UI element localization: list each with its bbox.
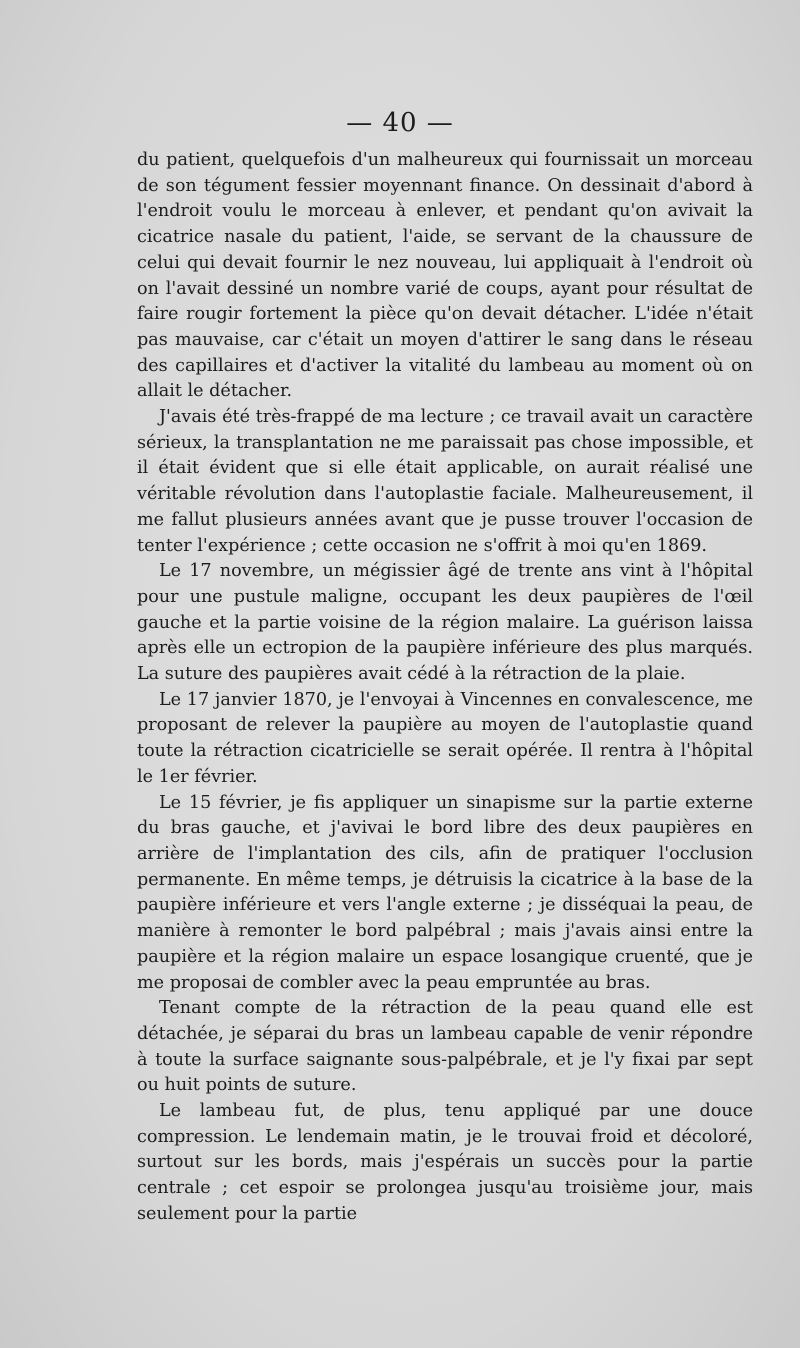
paragraph: Le 17 novembre, un mégissier âgé de trente ans vint à l'hôpital pour une pustule maligne, occupant les deux paupières de l'œil gauche et la partie voisine de la région malaire. La guérison laissa après elle un ectropion de la paupière inférieure des plus marqués. La suture des paupières avait cédé à la rétraction de la plaie. xyxy=(137,561,753,685)
paragraph: Le lambeau fut, de plus, tenu appliqué par une douce compression. Le lendemain matin, je le trouvai froid et décoloré, surtout sur les bords, mais j'espérais un succès pour la partie centrale ; cet espoir se prolongea jusqu'au troisième jour, mais seulement pour la partie xyxy=(137,1101,753,1224)
paragraph: du patient, quelquefois d'un malheureux qui fournissait un morceau de son tégument fessier moyennant finance. On dessinait d'abord à l'endroit voulu le morceau à enlever, et pendant qu'on avivait la cicatrice nasale du patient, l'aide, se servant de la chaussure de celui qui devait fournir le nez nouveau, lui appliquait à l'endroit où on l'avait dessiné un nombre varié de coups, ayant pour résultat de faire rougir fortement la pièce qu'on devait détacher. L'idée n'était pas mauvaise, car c'était un moyen d'attirer le sang dans le réseau des capillaires et d'activer la vitalité du lambeau au moment où on allait le détacher. xyxy=(137,150,753,402)
paragraph: J'avais été très-frappé de ma lecture ; ce travail avait un caractère sérieux, la transplantation ne me paraissait pas chose impossible, et il était évident que si elle était applicable, on aurait réalisé une véritable révolution dans l'autoplastie faciale. Malheureusement, il me fallut plusieurs années avant que je pusse trouver l'occasion de tenter l'expérience ; cette occasion ne s'offrit à moi qu'en 1869. xyxy=(137,407,753,556)
paragraph: Le 15 février, je fis appliquer un sinapisme sur la partie externe du bras gauche, et j'avivai le bord libre des deux paupières en arrière de l'implantation des cils, afin de pratiquer l'occlusion permanente. En même temps, je détruisis la cicatrice à la base de la paupière inférieure et vers l'angle externe ; je disséquai la peau, de manière à remonter le bord palpébral ; mais j'avais ainsi entre la paupière et la région malaire un espace losangique cruenté, que je me proposai de combler avec la peau empruntée au bras. xyxy=(137,792,753,993)
page-number: — 40 — xyxy=(346,108,454,138)
paragraph: Le 17 janvier 1870, je l'envoyai à Vincennes en convalescence, me proposant de relever la paupière au moyen de l'autoplastie quand toute la rétraction cicatricielle se serait opérée. Il rentra à l'hôpital le 1er février. xyxy=(137,689,753,787)
body-text xyxy=(137,148,753,1228)
paragraph: Tenant compte de la rétraction de la peau quand elle est détachée, je séparai du bras un lambeau capable de venir répondre à toute la surface saignante sous-palpébrale, et je l'y fixai par sept ou huit points de suture. xyxy=(137,998,753,1096)
